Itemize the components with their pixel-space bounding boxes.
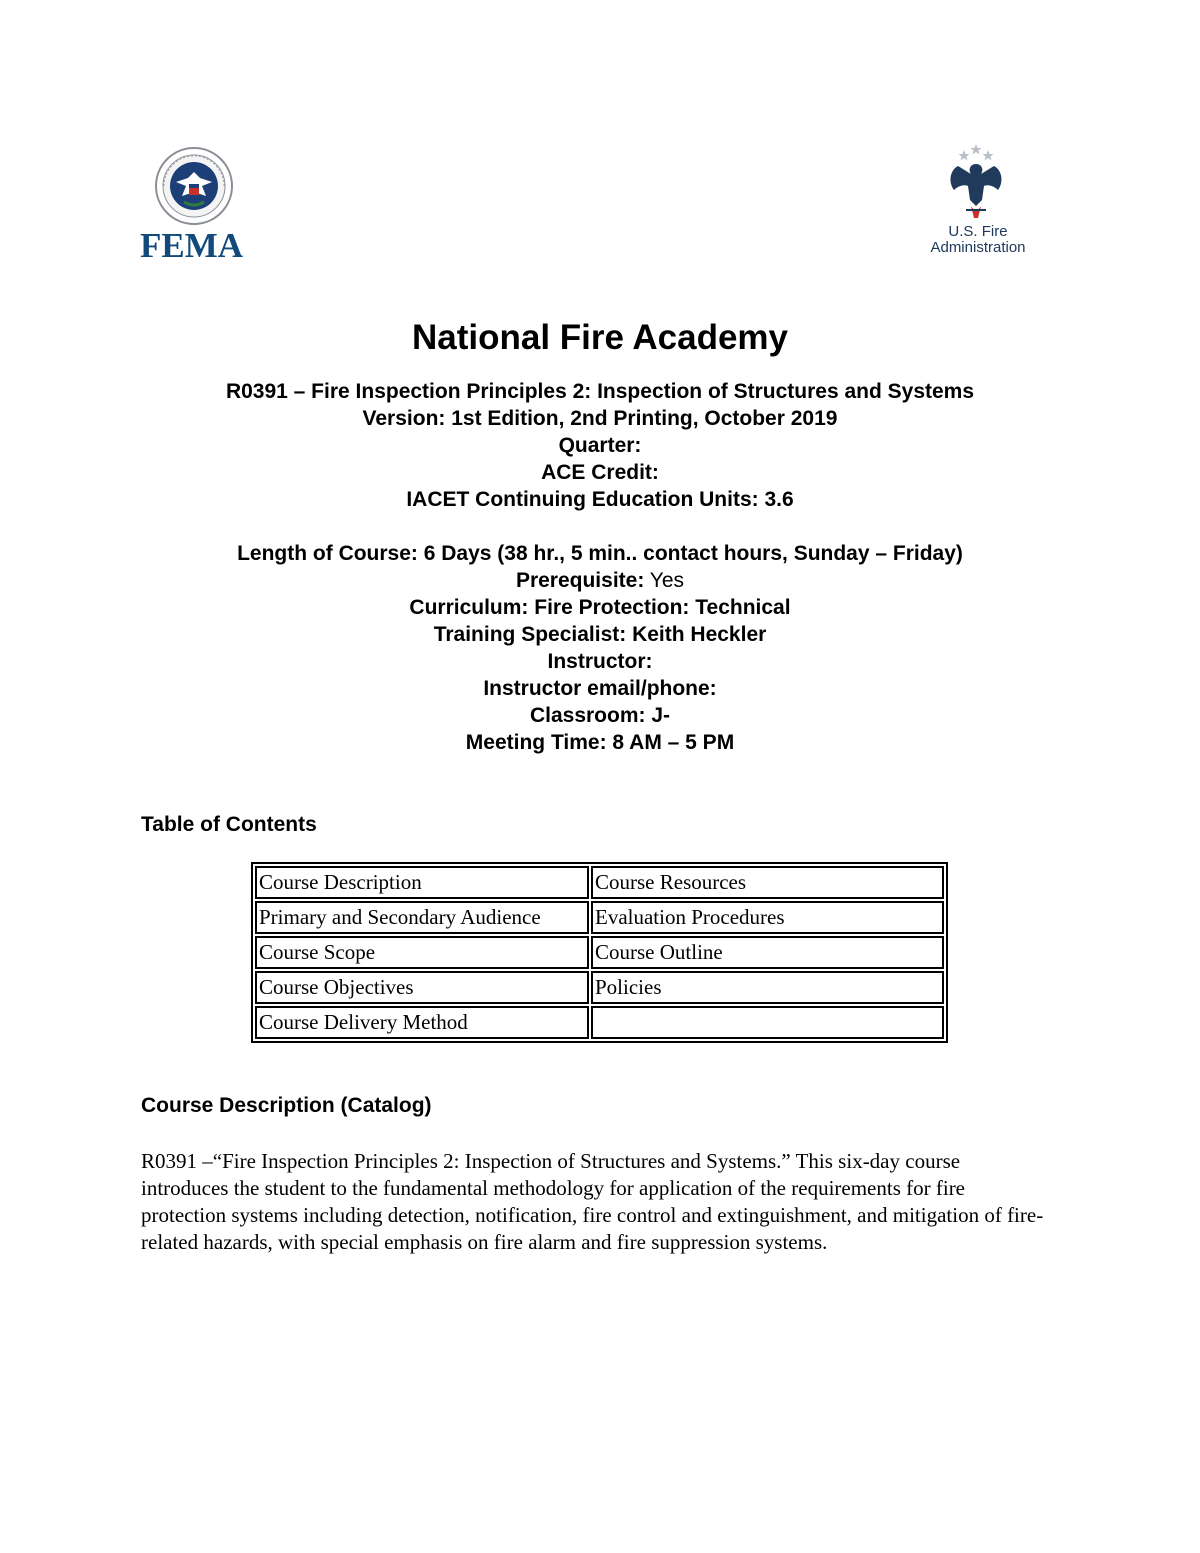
quarter-line: Quarter:	[558, 434, 642, 457]
toc-link-policies[interactable]: Policies	[591, 971, 944, 1004]
toc-link-course-scope[interactable]: Course Scope	[255, 936, 589, 969]
toc-link-audience[interactable]: Primary and Secondary Audience	[255, 901, 589, 934]
curriculum-line: Curriculum: Fire Protection: Technical	[409, 596, 791, 619]
toc-link-course-objectives[interactable]: Course Objectives	[255, 971, 589, 1004]
toc-table	[251, 862, 948, 1043]
toc-empty-cell	[591, 1006, 944, 1039]
toc-heading: Table of Contents	[141, 813, 317, 836]
fema-wordmark: FEMA	[140, 226, 244, 265]
length-line: Length of Course: 6 Days (38 hr., 5 min.. contact hours, Sunday – Friday)	[237, 542, 963, 565]
instructor-line: Instructor:	[547, 650, 653, 673]
dhs-seal-icon	[154, 146, 234, 226]
table-row	[255, 971, 944, 1004]
table-row	[255, 866, 944, 899]
usfa-line-2: Administration	[930, 239, 1026, 256]
toc-link-course-description[interactable]: Course Description	[255, 866, 589, 899]
course-line: R0391 – Fire Inspection Principles 2: Inspection of Structures and Systems	[225, 380, 975, 403]
course-description-heading: Course Description (Catalog)	[141, 1094, 432, 1117]
table-row	[255, 936, 944, 969]
course-description-body: R0391 –“Fire Inspection Principles 2: Inspection of Structures and Systems.” This six-day course introduces the student to the fundamental methodology for application of the requirements for fire protection systems including detection, notification, fire control and extinguishment, and mitigation of fire-related hazards, with special emphasis on fire alarm and fire suppression systems.	[141, 1149, 1044, 1254]
training-specialist-line: Training Specialist: Keith Heckler	[433, 623, 767, 646]
toc-link-course-outline[interactable]: Course Outline	[591, 936, 944, 969]
usfa-line-1: U.S. Fire	[948, 223, 1008, 240]
classroom-line: Classroom: J-	[529, 704, 671, 727]
course-header	[0, 316, 1200, 756]
usfa-wordmark	[918, 224, 1038, 256]
prerequisite-value: Yes	[644, 569, 685, 592]
iacet-line: IACET Continuing Education Units: 3.6	[406, 488, 794, 511]
fema-logo	[140, 146, 250, 266]
instructor-contact-line: Instructor email/phone:	[483, 677, 717, 700]
usfa-logo	[918, 144, 1038, 264]
table-row	[255, 901, 944, 934]
eagle-icon	[944, 144, 1008, 224]
prerequisite-label: Prerequisite:	[515, 569, 645, 592]
prerequisite-line	[0, 567, 1200, 594]
table-row	[255, 1006, 944, 1039]
page-title: National Fire Academy	[411, 318, 789, 357]
version-line: Version: 1st Edition, 2nd Printing, October 2019	[362, 407, 838, 430]
toc-link-evaluation-procedures[interactable]: Evaluation Procedures	[591, 901, 944, 934]
toc-link-course-delivery-method[interactable]: Course Delivery Method	[255, 1006, 589, 1039]
ace-credit-line: ACE Credit:	[541, 461, 659, 484]
meeting-time-line: Meeting Time: 8 AM – 5 PM	[465, 731, 735, 754]
toc-link-course-resources[interactable]: Course Resources	[591, 866, 944, 899]
